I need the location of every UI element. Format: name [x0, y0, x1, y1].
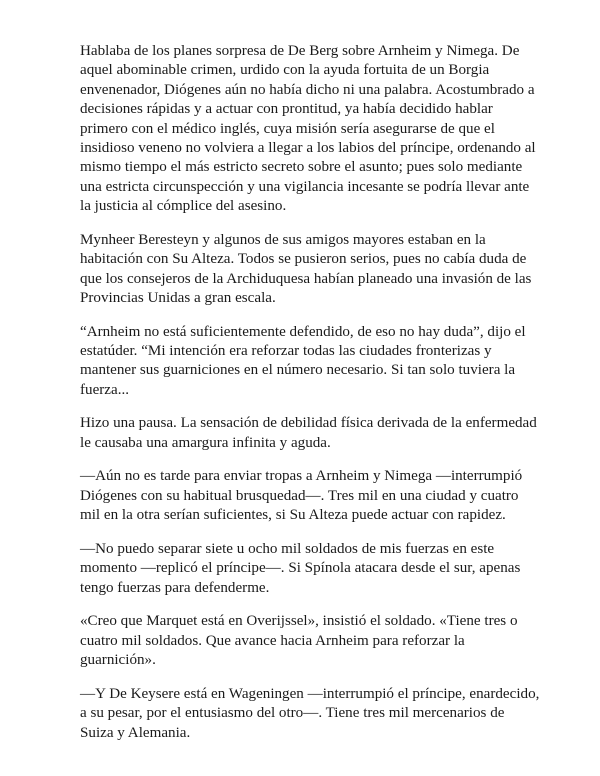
text-line: momento —replicó el príncipe—. Si Spínola atacara desde el sur, apenas	[80, 560, 521, 577]
text-line: estatúder. “Mi intención era reforzar todas las ciudades fronterizas y	[80, 343, 492, 360]
paragraph-2	[80, 231, 532, 309]
text-line: habitación con Su Alteza. Todos se pusieron serios, pues no cabía duda de	[80, 251, 527, 268]
paragraph-5	[80, 467, 532, 525]
text-line: Suiza y Alemania.	[80, 724, 191, 741]
text-line: “Arnheim no está suficientemente defendido, de eso no hay duda”, dijo el	[80, 323, 526, 340]
text-line: que los consejeros de la Archiduquesa habían planeado una invasión de las	[80, 270, 532, 287]
text-line: —Y De Keysere está en Wageningen —interrumpió el príncipe, enardecido,	[80, 685, 540, 702]
text-line: mil en la otra serían suficientes, si Su Alteza puede actuar con rapidez.	[80, 507, 506, 524]
text-line: fuerza...	[80, 381, 130, 398]
paragraph-6	[80, 540, 532, 598]
text-line: decisiones rápidas y a actuar con prontitud, ya había decidido hablar	[80, 101, 493, 118]
text-line: a su pesar, por el entusiasmo del otro—. Tiene tres mil mercenarios de	[80, 705, 505, 722]
paragraph-8	[80, 685, 540, 743]
paragraph-4	[80, 414, 537, 453]
paragraph-7	[80, 612, 532, 670]
text-line: la justicia al cómplice del asesino.	[80, 198, 287, 215]
text-line: guarnición».	[80, 652, 156, 669]
text-line: Hablaba de los planes sorpresa de De Berg sobre Arnheim y Nimega. De	[80, 43, 520, 59]
text-line: una estricta circunspección y una vigilancia incesante se podría llevar ante	[80, 178, 530, 195]
text-line: envenenador, Diógenes aún no había dicho ni una palabra. Acostumbrado a	[80, 81, 535, 98]
text-line: Mynheer Beresteyn y algunos de sus amigos mayores estaban en la	[80, 231, 486, 248]
text-line: —No puedo separar siete u ocho mil soldados de mis fuerzas en este	[80, 540, 495, 557]
text-line: mismo tiempo el más estricto secreto sobre el asunto; pues solo mediante	[80, 159, 523, 176]
text-line: tengo fuerzas para defenderme.	[80, 579, 270, 596]
text-line: insidioso veneno no volviera a llegar a los labios del príncipe, ordenando al	[80, 140, 536, 157]
text-line: aquel abominable crimen, urdido con la ayuda fortuita de un Borgia	[80, 62, 490, 79]
text-line: Hizo una pausa. La sensación de debilidad física derivada de la enfermedad	[80, 415, 537, 432]
document-page	[80, 42, 540, 757]
text-line: Diógenes con su habitual brusquedad—. Tres mil en una ciudad y cuatro	[80, 487, 519, 504]
text-line: —Aún no es tarde para enviar tropas a Arnheim y Nimega —interrumpió	[80, 468, 523, 485]
text-line: mantener sus guarniciones en el número necesario. Si tan solo tuviera la	[80, 362, 516, 379]
text-line: primero con el médico inglés, cuya misión sería asegurarse de que el	[80, 120, 495, 137]
text-line: Provincias Unidas a gran escala.	[80, 290, 276, 307]
paragraph-1	[80, 42, 536, 217]
text-line: cuatro mil soldados. Que avance hacia Arnheim para reforzar la	[80, 632, 465, 649]
text-line: le causaba una amargura infinita y aguda.	[80, 434, 331, 451]
text-line: «Creo que Marquet está en Overijssel», insistió el soldado. «Tiene tres o	[80, 613, 518, 630]
paragraph-3	[80, 323, 532, 401]
